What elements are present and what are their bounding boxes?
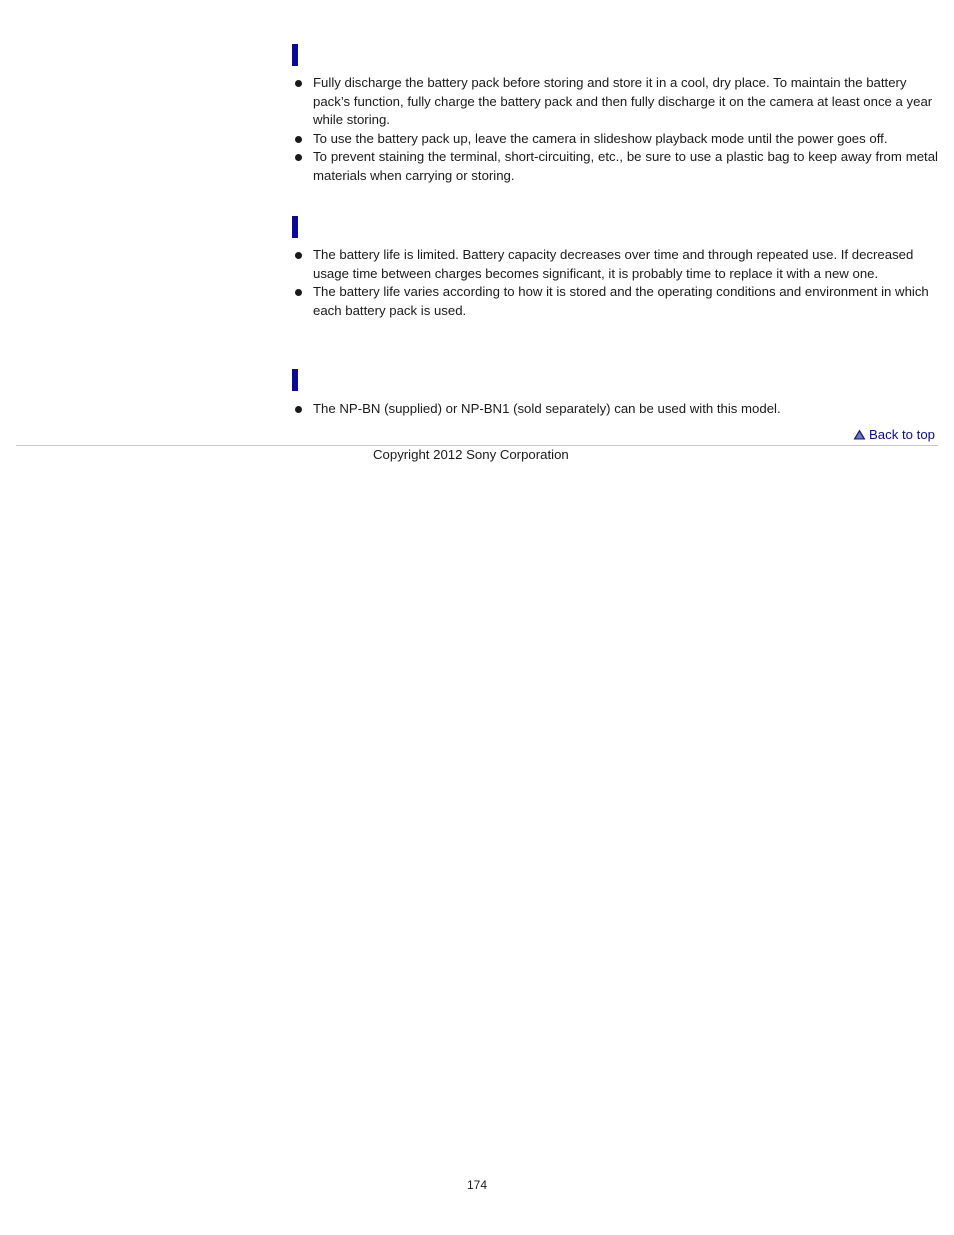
list-item <box>292 148 938 185</box>
bullet-icon <box>295 154 302 161</box>
list-item <box>292 246 938 283</box>
list-item-text: The NP-BN (supplied) or NP-BN1 (sold separately) can be used with this model. <box>313 401 781 416</box>
storage-bullet-list <box>292 74 938 185</box>
list-item-text: To prevent staining the terminal, short-circuiting, etc., be sure to use a plastic bag to keep away from metal materials when carrying or storing. <box>313 149 938 183</box>
section-marker <box>292 44 298 66</box>
section-marker <box>292 216 298 238</box>
bullet-icon <box>295 136 302 143</box>
list-item <box>292 283 938 320</box>
bullet-icon <box>295 406 302 413</box>
triangle-up-icon <box>853 429 866 440</box>
back-to-top-link[interactable] <box>853 427 935 442</box>
list-item <box>292 400 938 419</box>
list-item-text: Fully discharge the battery pack before storing and store it in a cool, dry place. To maintain the battery pack’s function, fully charge the battery pack and then fully discharge it on the camera at least once a year while storing. <box>313 75 933 127</box>
page-number: 174 <box>466 1178 488 1192</box>
list-item <box>292 74 938 130</box>
bullet-icon <box>295 252 302 259</box>
list-item-text: The battery life is limited. Battery capacity decreases over time and through repeated use. If decreased usage time between charges becomes significant, it is probably time to replace it with a new one. <box>313 247 914 281</box>
footer-divider <box>16 445 938 446</box>
back-to-top-label: Back to top <box>869 427 935 442</box>
section-marker <box>292 369 298 391</box>
copyright-text: Copyright 2012 Sony Corporation <box>373 447 569 462</box>
compatible-battery-bullet-list <box>292 400 938 419</box>
bullet-icon <box>295 289 302 296</box>
bullet-icon <box>295 80 302 87</box>
list-item <box>292 130 938 149</box>
list-item-text: The battery life varies according to how it is stored and the operating conditions and environment in which each battery pack is used. <box>313 284 929 318</box>
list-item-text: To use the battery pack up, leave the camera in slideshow playback mode until the power goes off. <box>313 130 888 146</box>
battery-life-bullet-list <box>292 246 938 320</box>
